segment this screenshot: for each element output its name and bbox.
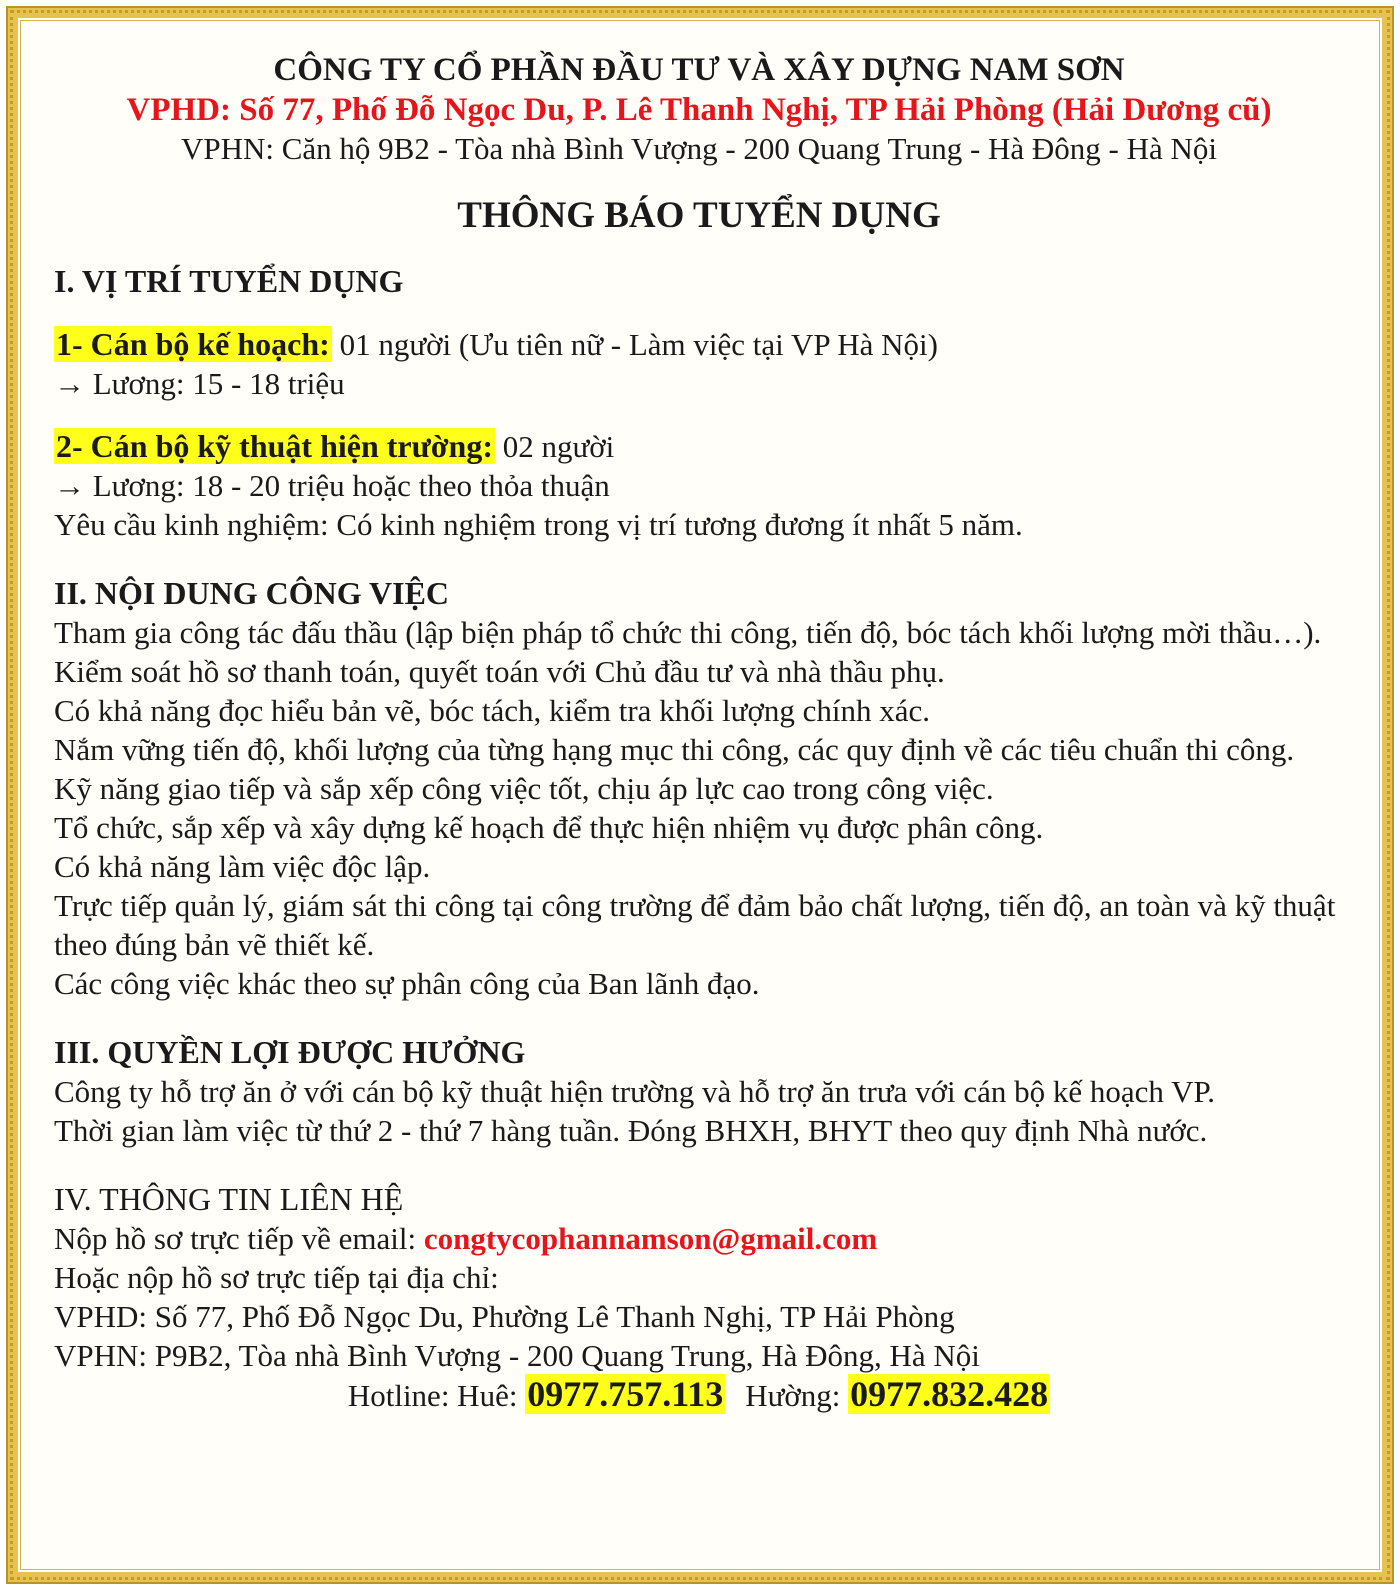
position-2-salary: → Lương: 18 - 20 triệu hoặc theo thỏa thuận bbox=[54, 468, 610, 503]
hotline-line bbox=[54, 1375, 1344, 1415]
email-prefix: Nộp hồ sơ trực tiếp về email: bbox=[54, 1221, 424, 1256]
section-job-description bbox=[54, 574, 1344, 1003]
section-positions bbox=[54, 262, 1344, 544]
section-positions-heading: I. VỊ TRÍ TUYỂN DỤNG bbox=[54, 263, 404, 299]
notice-title: THÔNG BÁO TUYỂN DỤNG bbox=[457, 195, 941, 236]
position-2-requirement: Yêu cầu kinh nghiệm: Có kinh nghiệm trong vị trí tương đương ít nhất 5 năm. bbox=[54, 507, 1023, 542]
section-contact bbox=[54, 1180, 1344, 1415]
position-1-detail: 01 người (Ưu tiên nữ - Làm việc tại VP Hà Nội) bbox=[331, 327, 938, 362]
hotline-label: Hotline: Huê: bbox=[347, 1378, 526, 1413]
job-duty-item: Nắm vững tiến độ, khối lượng của từng hạng mục thi công, các quy định về các tiêu chuẩn thi công. bbox=[54, 732, 1295, 767]
company-name: CÔNG TY CỔ PHẦN ĐẦU TƯ VÀ XÂY DỰNG NAM SƠN bbox=[273, 52, 1125, 88]
email-line bbox=[54, 1219, 1344, 1258]
company-header bbox=[54, 50, 1344, 168]
hotline-1-number[interactable]: 0977.757.113 bbox=[527, 1374, 724, 1414]
section-benefits bbox=[54, 1033, 1344, 1150]
section-benefits-heading: III. QUYỀN LỢI ĐƯỢC HƯỞNG bbox=[54, 1034, 526, 1070]
section-contact-heading: IV. THÔNG TIN LIÊN HỆ bbox=[54, 1181, 404, 1217]
hotline-2-label: Hường: bbox=[745, 1378, 849, 1413]
position-1 bbox=[54, 325, 1344, 364]
position-2-detail: 02 người bbox=[494, 429, 615, 464]
benefit-item: Thời gian làm việc từ thứ 2 - thứ 7 hàng tuần. Đóng BHXH, BHYT theo quy định Nhà nước. bbox=[54, 1113, 1208, 1148]
job-duty-item: Kiểm soát hồ sơ thanh toán, quyết toán với Chủ đầu tư và nhà thầu phụ. bbox=[54, 654, 945, 689]
position-2-label: 2- Cán bộ kỹ thuật hiện trường: bbox=[56, 428, 493, 464]
contact-address-1: VPHD: Số 77, Phố Đỗ Ngọc Du, Phường Lê Thanh Nghị, TP Hải Phòng bbox=[54, 1299, 955, 1334]
benefit-item: Công ty hỗ trợ ăn ở với cán bộ kỹ thuật hiện trường và hỗ trợ ăn trưa với cán bộ kế hoạch VP. bbox=[54, 1074, 1216, 1109]
main-office-address: VPHD: Số 77, Phố Đỗ Ngọc Du, P. Lê Thanh Nghị, TP Hải Phòng (Hải Dương cũ) bbox=[126, 92, 1272, 128]
job-duty-item: Tham gia công tác đấu thầu (lập biện pháp tổ chức thi công, tiến độ, bóc tách khối lượng mời thầu…). bbox=[54, 615, 1322, 650]
job-duty-item: Tổ chức, sắp xếp và xây dựng kế hoạch để thực hiện nhiệm vụ được phân công. bbox=[54, 810, 1044, 845]
contact-address-2: VPHN: P9B2, Tòa nhà Bình Vượng - 200 Quang Trung, Hà Đông, Hà Nội bbox=[54, 1338, 980, 1373]
recruitment-notice bbox=[54, 50, 1344, 1415]
contact-email-link[interactable]: congtycophannamson@gmail.com bbox=[423, 1221, 878, 1256]
section-job-description-heading: II. NỘI DUNG CÔNG VIỆC bbox=[54, 575, 450, 611]
job-duty-item: Có khả năng đọc hiểu bản vẽ, bóc tách, kiểm tra khối lượng chính xác. bbox=[54, 693, 930, 728]
position-2 bbox=[54, 427, 1344, 466]
job-duty-item: Các công việc khác theo sự phân công của Ban lãnh đạo. bbox=[54, 966, 760, 1001]
hotline-2-number[interactable]: 0977.832.428 bbox=[850, 1374, 1049, 1414]
job-duty-item: Trực tiếp quản lý, giám sát thi công tại công trường để đảm bảo chất lượng, tiến độ, an toàn và kỹ thuật theo đúng bản vẽ thiết kế. bbox=[54, 888, 1336, 962]
position-1-salary: → Lương: 15 - 18 triệu bbox=[54, 366, 345, 401]
job-duty-item: Có khả năng làm việc độc lập. bbox=[54, 849, 431, 884]
position-1-label: 1- Cán bộ kế hoạch: bbox=[56, 326, 330, 362]
job-duty-item: Kỹ năng giao tiếp và sắp xếp công việc tốt, chịu áp lực cao trong công việc. bbox=[54, 771, 994, 806]
branch-office-address: VPHN: Căn hộ 9B2 - Tòa nhà Bình Vượng - 200 Quang Trung - Hà Đông - Hà Nội bbox=[180, 131, 1218, 166]
address-intro: Hoặc nộp hồ sơ trực tiếp tại địa chỉ: bbox=[54, 1260, 499, 1295]
